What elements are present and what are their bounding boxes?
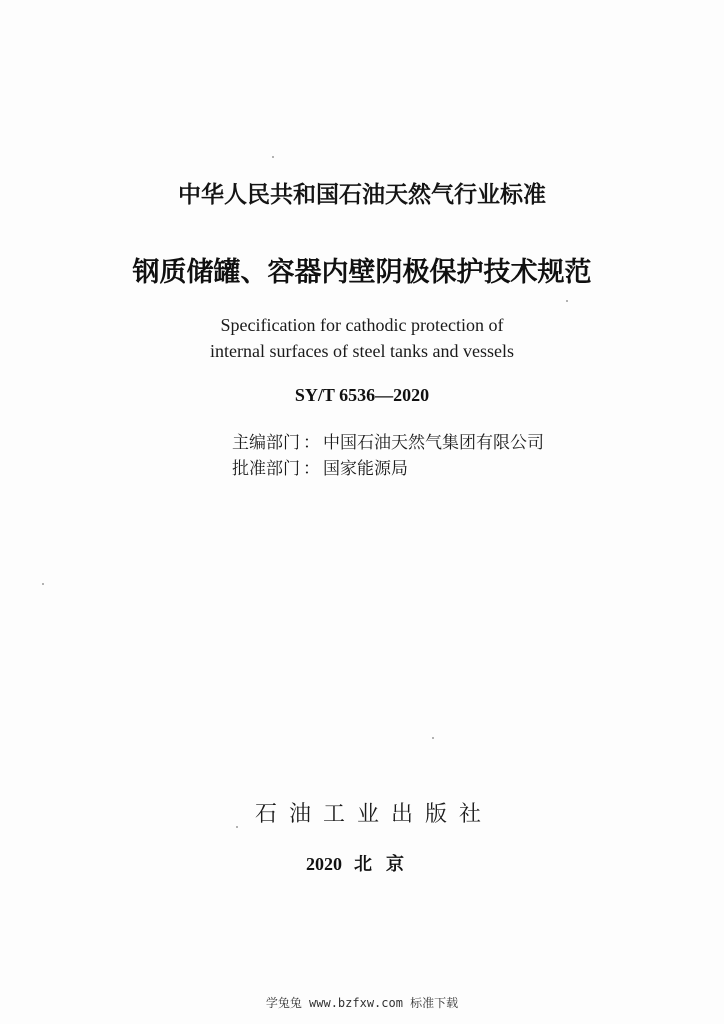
publication-year: 2020 bbox=[306, 854, 342, 874]
publication-year-place bbox=[0, 850, 724, 876]
standard-number: SY/T 6536—2020 bbox=[294, 385, 430, 405]
departments-block bbox=[232, 430, 544, 482]
publication-city: 北京 bbox=[354, 854, 418, 875]
editor-department-separator: ： bbox=[303, 433, 320, 453]
publisher-name: 石油工业出版社 bbox=[254, 802, 493, 827]
footer-watermark: 学兔兔 www.bzfxw.com 标准下载 bbox=[265, 996, 459, 1010]
scan-speck bbox=[42, 583, 44, 585]
scan-speck bbox=[566, 300, 568, 302]
scan-speck bbox=[272, 156, 274, 158]
document-title-english-line-2: internal surfaces of steel tanks and vessels bbox=[210, 341, 514, 361]
approver-department-row bbox=[232, 456, 544, 482]
editor-department-label: 主编部门 bbox=[232, 433, 300, 453]
editor-department-row bbox=[232, 430, 544, 456]
approver-department-label: 批准部门 bbox=[232, 459, 300, 479]
industry-standard-heading: 中华人民共和国石油天然气行业标准 bbox=[178, 182, 546, 208]
document-title-english-line-1: Specification for cathodic protection of bbox=[220, 315, 504, 335]
approver-department-value: 国家能源局 bbox=[323, 459, 408, 479]
approver-department-separator: ： bbox=[303, 459, 320, 479]
scan-speck bbox=[432, 737, 434, 739]
editor-department-value: 中国石油天然气集团有限公司 bbox=[323, 433, 544, 453]
document-title-chinese: 钢质储罐、容器内壁阴极保护技术规范 bbox=[132, 257, 592, 288]
